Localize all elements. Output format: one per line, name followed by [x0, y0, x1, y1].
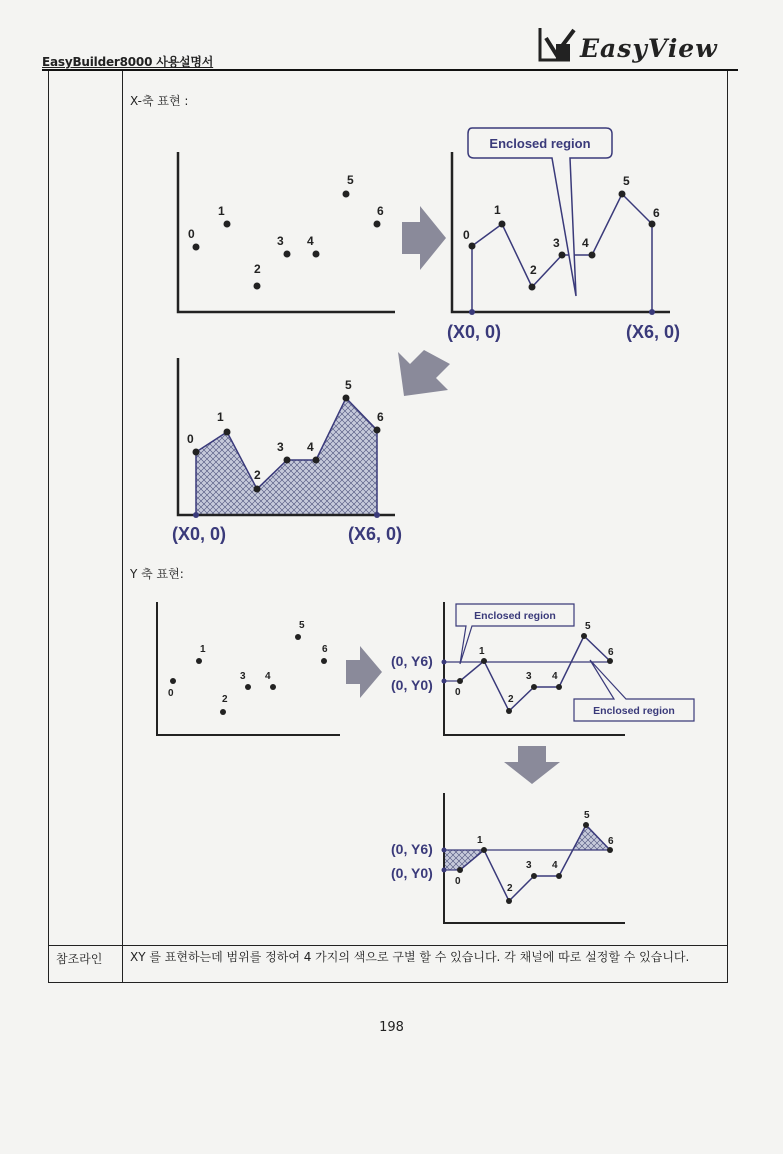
fig-x-filled — [172, 358, 402, 544]
y-axis-section-title: Y 축 표현: — [130, 567, 184, 581]
point-label: 5 — [345, 378, 352, 392]
point-label: 0 — [187, 432, 194, 446]
point-label: 0 — [188, 227, 195, 241]
point-label: 5 — [585, 621, 591, 632]
x-axis-section-title: X-축 표현 : — [130, 94, 189, 108]
point-label: 1 — [494, 203, 501, 217]
brand-name: EasyView — [580, 34, 718, 63]
point-label: 6 — [653, 206, 660, 220]
arrow-down-left-icon — [398, 350, 450, 396]
point-label: 5 — [347, 173, 354, 187]
x0-label: (X0, 0) — [447, 322, 502, 342]
y0-label: (0, Y0) — [391, 865, 433, 881]
fig-y-line — [391, 602, 694, 735]
point-label: 2 — [254, 468, 261, 482]
fig-y-filled — [391, 793, 625, 923]
callout-label: Enclosed region — [593, 705, 675, 717]
y0-label: (0, Y0) — [391, 677, 433, 693]
y6-label: (0, Y6) — [391, 841, 433, 857]
point-label: 2 — [222, 694, 228, 705]
point-label: 3 — [277, 440, 284, 454]
arrow-right-icon — [346, 646, 382, 698]
x6-label: (X6, 0) — [348, 524, 403, 544]
point-label: 2 — [254, 262, 261, 276]
fig-x-line — [447, 128, 680, 342]
point-label: 3 — [526, 860, 532, 871]
point-label: 3 — [526, 671, 532, 682]
point-label: 4 — [552, 860, 558, 871]
manual-title: EasyBuilder8000 사용설명서 — [42, 55, 214, 69]
point-label: 1 — [200, 644, 206, 655]
point-label: 5 — [299, 620, 305, 631]
callout-label: Enclosed region — [489, 136, 591, 151]
y6-label: (0, Y6) — [391, 653, 433, 669]
point-label: 2 — [508, 694, 514, 705]
arrow-down-icon — [504, 746, 560, 784]
point-label: 0 — [463, 228, 470, 242]
point-label: 6 — [608, 836, 614, 847]
point-label: 3 — [277, 234, 284, 248]
point-label: 1 — [218, 204, 225, 218]
point-label: 6 — [377, 410, 384, 424]
callout-label: Enclosed region — [474, 610, 556, 622]
point-label: 3 — [240, 671, 246, 682]
arrow-right-icon — [402, 206, 446, 270]
point-label: 0 — [168, 688, 174, 699]
point-label: 1 — [479, 646, 485, 657]
point-label: 1 — [217, 410, 224, 424]
point-label: 3 — [553, 236, 560, 250]
reference-line-description: XY 를 표현하는데 범위를 정하여 4 가지의 색으로 구별 할 수 있습니다. 각 채널에 따로 설정할 수 있습니다. — [130, 950, 690, 964]
point-label: 0 — [455, 687, 461, 698]
reference-line-label: 참조라인 — [56, 952, 103, 966]
point-label: 4 — [582, 236, 589, 250]
point-label: 5 — [623, 174, 630, 188]
page-number: 198 — [379, 1020, 404, 1035]
point-label: 4 — [265, 671, 271, 682]
point-label: 6 — [608, 647, 614, 658]
point-label: 1 — [477, 835, 483, 846]
fig-x-scatter — [178, 152, 395, 312]
point-label: 4 — [307, 440, 314, 454]
point-label: 2 — [507, 883, 513, 894]
point-label: 0 — [455, 876, 461, 887]
point-label: 4 — [552, 671, 558, 682]
x0-label: (X0, 0) — [172, 524, 227, 544]
fig-y-scatter — [157, 602, 340, 735]
x6-label: (X6, 0) — [626, 322, 681, 342]
point-label: 4 — [307, 234, 314, 248]
point-label: 5 — [584, 810, 590, 821]
point-label: 6 — [322, 644, 328, 655]
point-label: 6 — [377, 204, 384, 218]
point-label: 2 — [530, 263, 537, 277]
